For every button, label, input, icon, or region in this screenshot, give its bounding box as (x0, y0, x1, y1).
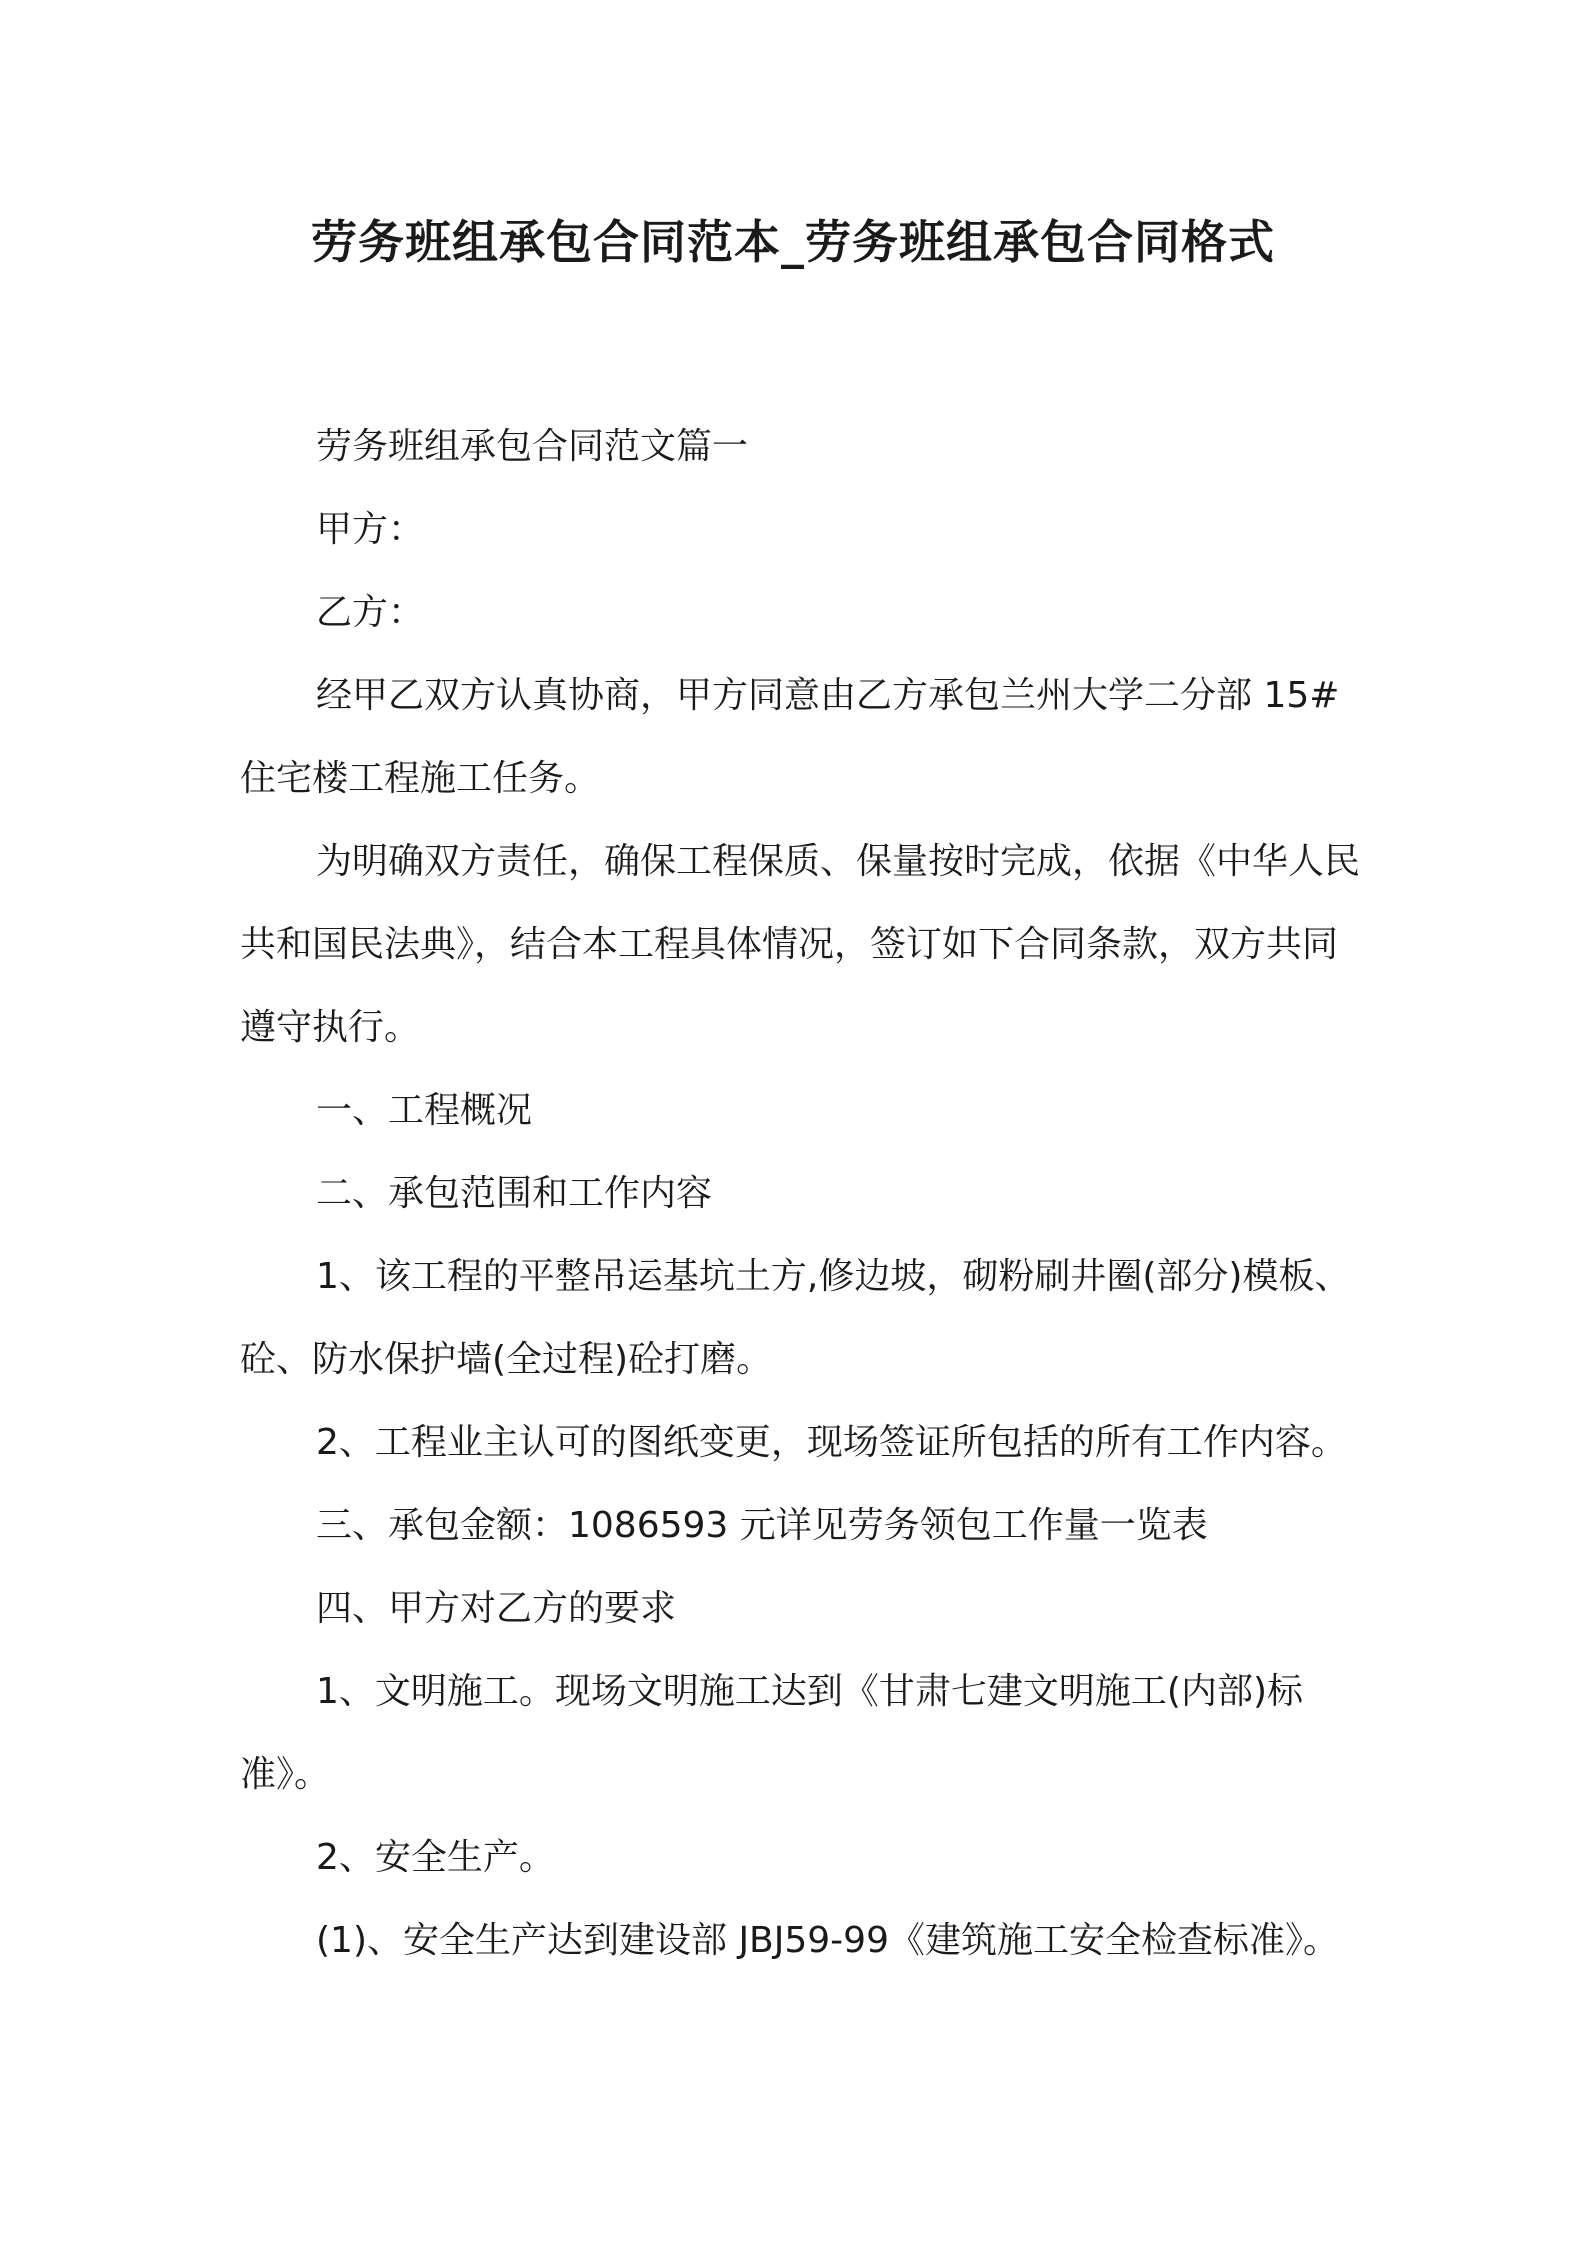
requirement-item-2: 2、安全生产。 (316, 1837, 555, 1878)
heading-scope: 二、承包范围和工作内容 (316, 1173, 713, 1214)
paragraph-purpose: 为明确双方责任，确保工程保质、保量按时完成，依据《中华人民共和国民法典》，结合本工程具体情况，签订如下合同条款，双方共同遵守执行。 (240, 841, 1361, 1048)
heading-requirements: 四、甲方对乙方的要求 (316, 1588, 677, 1629)
heading-project-overview: 一、工程概况 (316, 1090, 533, 1131)
party-a-line: 甲方： (316, 509, 425, 550)
paragraph-agreement: 经甲乙双方认真协商，甲方同意由乙方承包兰州大学二分部 15# 住宅楼工程施工任务。 (240, 675, 1340, 799)
scope-item-2: 2、工程业主认可的图纸变更，现场签证所包括的所有工作内容。 (316, 1422, 1347, 1463)
section-heading-sample-one: 劳务班组承包合同范文篇一 (316, 426, 749, 467)
party-b-line: 乙方： (316, 592, 425, 633)
document-body (240, 405, 1370, 1982)
scope-item-1: 1、该工程的平整吊运基坑土方,修边坡，砌粉刷井圈(部分)模板、砼、防水保护墙(全过程)砼打磨。 (240, 1256, 1351, 1380)
requirement-subitem-1: (1)、安全生产达到建设部 JBJ59-99《建筑施工安全检查标准》。 (316, 1920, 1339, 1961)
heading-contract-amount: 三、承包金额：1086593 元详见劳务领包工作量一览表 (316, 1505, 1208, 1546)
requirement-item-1: 1、文明施工。现场文明施工达到《甘肃七建文明施工(内部)标准》。 (240, 1671, 1303, 1795)
document-title: 劳务班组承包合同范本_劳务班组承包合同格式 (311, 215, 1275, 269)
